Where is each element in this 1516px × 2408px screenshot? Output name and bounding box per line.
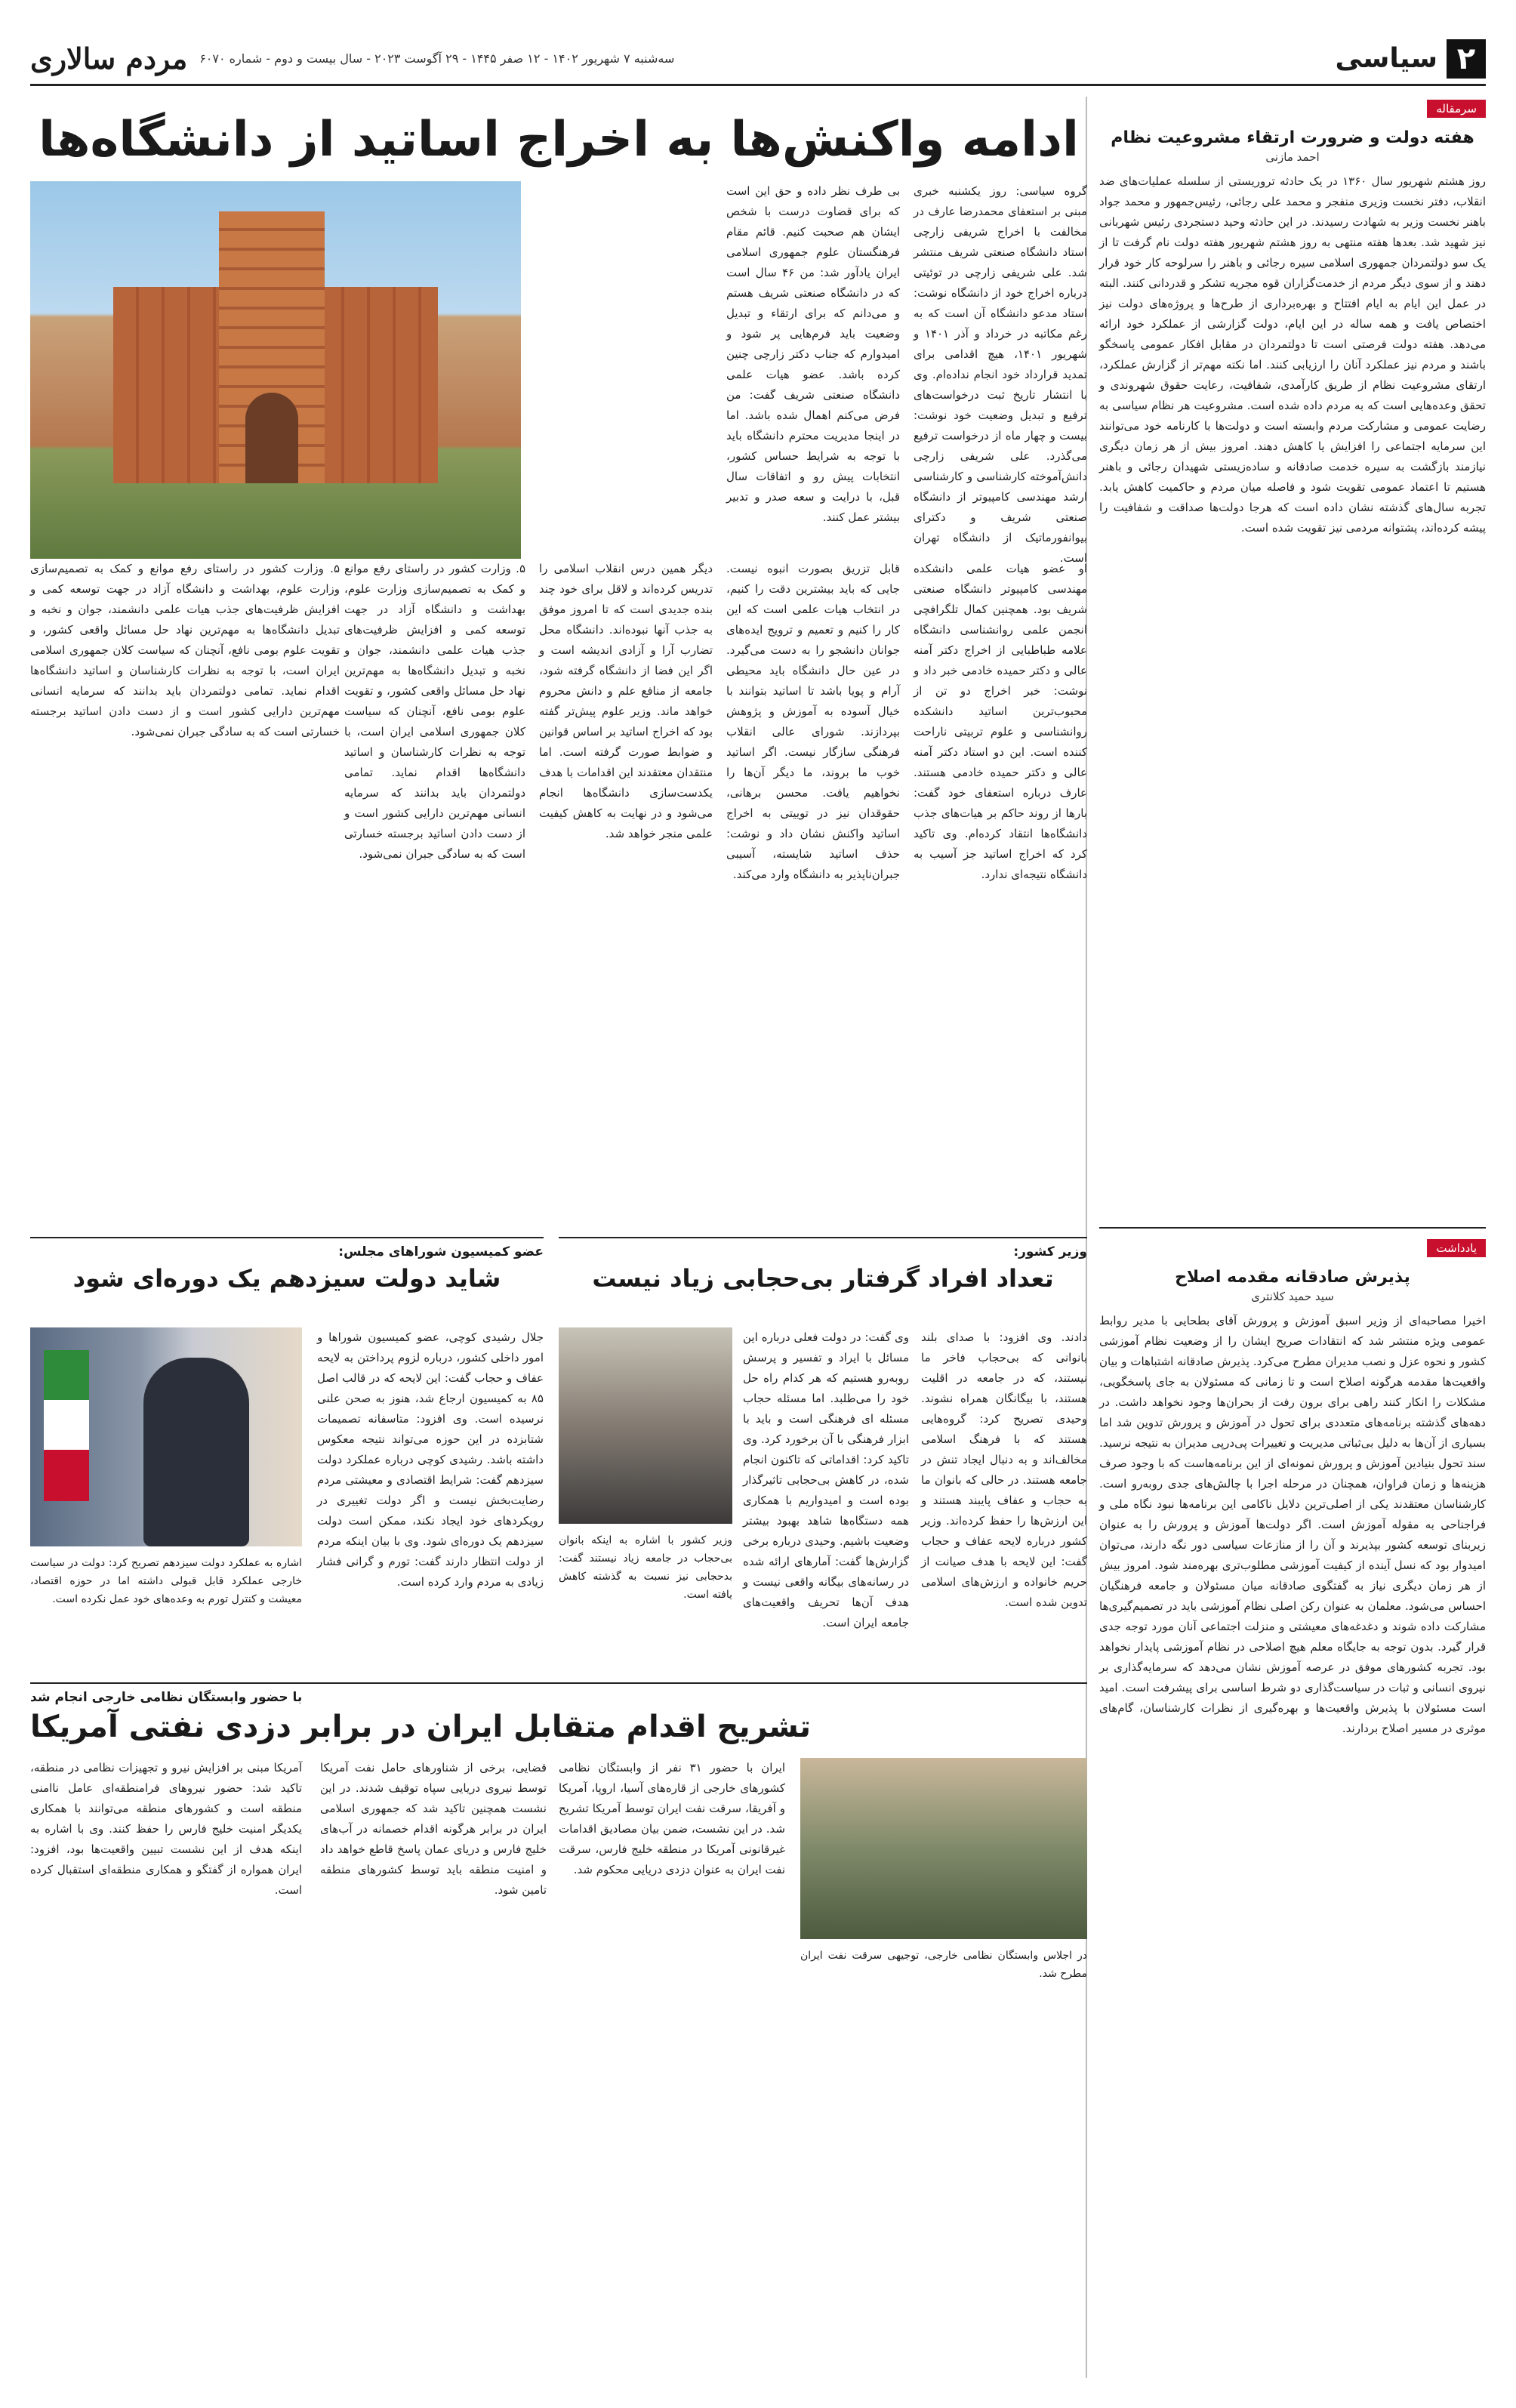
bottom-column-2: قضایی، برخی از شناورهای حامل نفت آمریکا توسط نیروی دریایی سپاه توقیف شدند. در این نشست همچنین تاکید شد که جمهوری اسلامی ایران در برابر هرگونه اقدام خصمانه در آب‌های خلیج فارس و دریای عمان پاسخ قاطع خواهد داد و امنیت منطقه باید توسط کشورهای منطقه تامین شود. <box>320 1761 547 1897</box>
person-shape <box>143 1358 249 1546</box>
arch-shape <box>245 393 298 483</box>
section-header <box>1336 39 1486 79</box>
military-attaches-photo <box>800 1758 1087 1939</box>
issue-info: سه‌شنبه ۷ شهریور ۱۴۰۲ - ۱۲ صفر ۱۴۴۵ - ۲۹ آگوست ۲۰۲۳ - سال بیست و دوم - شماره ۶۰۷۰ <box>199 51 675 66</box>
mp-headline: شاید دولت سیزدهم یک دوره‌ای شود <box>72 1264 501 1293</box>
masthead <box>30 33 1486 86</box>
bottom-column-3: آمریکا مبنی بر افزایش نیرو و تجهیزات نظامی در منطقه، تاکید شد: حضور نیروهای فرامنطقه‌ای عامل ناامنی منطقه است و کشورهای منطقه می‌توانند با همکاری یکدیگر امنیت خلیج فارس را حفظ کنند. وی با اشاره به اینکه هدف از این نشست تبیین واقعیت‌ها بود، افزود: ایران همواره از گفتگو و همکاری منطقه‌ای استقبال کرده است. <box>30 1761 302 1897</box>
bottom-caption: در اجلاس وابستگان نظامی خارجی، توجیهی سرقت نفت ایران مطرح شد. <box>800 1950 1087 1980</box>
divider <box>30 1682 1087 1684</box>
interior-minister-photo <box>559 1327 732 1524</box>
page-number: ۲ <box>1447 39 1486 79</box>
interior-column-2: وی گفت: در دولت فعلی درباره این مسائل با ایراد و تفسیر و پرسش روبه‌رو هستیم که هر کدام راه حل خود را می‌طلبد. اما مسئله حجاب مسئله ای فرهنگی است و باید با ابزار فرهنگی با آن برخورد کرد. وی تاکید کرد: اقداماتی که تاکنون انجام شده، در کاهش بی‌حجابی تاثیرگذار بوده است و امیدواریم با همکاری همه دستگاه‌ها شاهد بهبود بیشتر وضعیت باشیم. وحیدی درباره برخی گزارش‌ها گفت: آمارهای ارائه شده در رسانه‌های بیگانه واقعی نیست و هدف آن‌ها تحریف واقعیت‌های جامعه ایران است. <box>743 1330 909 1629</box>
bottom-kicker: با حضور وابستگان نظامی خارجی انجام شد <box>30 1690 303 1705</box>
mp-portrait-photo <box>30 1327 302 1546</box>
lead-column-5: دیگر همین درس انقلاب اسلامی را تدریس کرده‌اند و لاقل برای خود چند بنده جدیدی است که تا امروز موفق به جذب آنها نبوده‌اند. دانشگاه محل تضارب آرا و آزادی اندیشه است و اگر این فضا از دانشگاه گرفته شود، جامعه از منافع علم و دانش محروم خواهد ماند. وزیر علوم پیش‌تر گفته بود که اخراج اساتید بر اساس قوانین و ضوابط صورت گرفته است. اما منتقدان معتقدند این اقدامات با هدف یکدست‌سازی دانشگاه‌ها انجام می‌شود و در نهایت به کاهش کیفیت علمی منجر خواهد شد. <box>539 562 713 840</box>
interior-headline: تعداد افراد گرفتار بی‌حجابی زیاد نیست <box>592 1264 1054 1293</box>
lead-column-6: ۵. وزارت کشور در راستای رفع موانع و کمک به تصمیم‌سازی وزارت علوم، بهداشت و دانشگاه آزاد در جهت توسعه کمی و افزایش ظرفیت‌های جذب هیات علمی دانشمند، جوان و نخبه و تبدیل دانشگاه‌ها به مهم‌ترین نهاد حل مسائل واقعی کشور، و تقویت علوم بومی نافع، آنچنان که سیاست کلان جمهوری اسلامی ایران است، با توجه به نظرات کارشناسان و اساتید دانشگاه‌ها اقدام نماید. تمامی دولتمردان باید بدانند که سرمایه انسانی مهم‌ترین دارایی کشور است و از دست دادن اساتید برجسته خسارتی است که به سادگی جبران نمی‌شود. <box>344 562 525 861</box>
lead-column-7: ۵. وزارت کشور در راستای رفع موانع و کمک به تصمیم‌سازی وزارت علوم، بهداشت و دانشگاه آزاد در جهت توسعه کمی و افزایش ظرفیت‌های جذب هیات علمی دانشمند، جوان و نخبه و تبدیل دانشگاه‌ها به مهم‌ترین نهاد حل مسائل واقعی کشور، و تقویت علوم بومی نافع، آنچنان که سیاست کلان جمهوری اسلامی ایران است، با توجه به نظرات کارشناسان و اساتید دانشگاه‌ها اقدام نماید. تمامی دولتمردان باید بدانند که سرمایه انسانی مهم‌ترین دارایی کشور است و از دست دادن اساتید برجسته خسارتی است که به سادگی جبران نمی‌شود. <box>30 562 340 738</box>
divider <box>559 1237 1087 1238</box>
editorial-kicker: سرمقاله <box>1427 100 1486 118</box>
divider <box>30 1237 544 1238</box>
note-title: پذیرش صادقانه مقدمه اصلاح <box>1175 1268 1410 1287</box>
flag-shape <box>44 1350 89 1501</box>
lead-column-2: او عضو هیات علمی دانشکده مهندسی کامپیوتر دانشگاه صنعتی شریف بود. همچنین کمال تلگرافچی انجمن علمی روانشناسی دانشگاه علامه طباطبایی از اخراج دکتر آمنه عالی و دکتر حمیده خادمی خبر داد و نوشت: خبر اخراج دو تن از محبوب‌ترین اساتید دانشکده روانشناسی و علوم تربیتی ناراحت کننده است. این دو استاد دکتر آمنه عالی و دکتر حمیده خادمی هستند. عارف درباره استعفای خود گفت: بارها از روند حاکم بر هیات‌های جذب دانشگاه‌ها انتقاد کرده‌ام. وی تاکید کرد که اخراج اساتید جز آسیب به دانشگاه نتیجه‌ای ندارد. <box>914 562 1087 881</box>
lead-column-1: گروه سیاسی: روز یکشنبه خبری مبنی بر استعفای محمدرضا عارف در مخالفت با اخراج شریفی زارچی استاد دانشگاه صنعتی شریف منتشر شد. علی شریفی زارچی در توئیتی درباره اخراج خود از دانشگاه نوشت: استاد مدعو دانشگاه آن است که به رغم مکاتبه در خرداد و آذر ۱۴۰۱ و شهریور ۱۴۰۱، هیچ اقدامی برای تمدید قرارداد خود انجام نداده‌ام. وی با انتشار تاریخ ثبت درخواست‌های ترفیع و تبدیل وضعیت خود نوشت: بیست و چهار ماه از درخواست ترفیع می‌گذرد. علی شریفی زارچی دانش‌آموخته کارشناسی و کارشناسی ارشد مهندسی کامپیوتر از دانشگاه صنعتی شریف و دکترای بیوانفورماتیک از دانشگاه تهران است. <box>914 184 1087 565</box>
main-content <box>30 97 1087 2378</box>
sidebar <box>1086 97 1486 2378</box>
note-author: سید حمید کلانتری <box>1251 1290 1334 1303</box>
note-body: اخیرا مصاحبه‌ای از وزیر اسبق آموزش و پرورش آقای بطحایی با مدیر روابط عمومی ویژه منتشر شد که انتقادات صریح ایشان را از وضعیت نظام آموزشی کشور و نحوه عزل و نصب مدیران مطرح می‌کرد. پذیرش صادقانه اشتباهات و بیان واقعیت‌ها مقدمه هرگونه اصلاح است و تا زمانی که مسئولان به جای پاسخگویی، مشکلات را انکار کنند راهی برای برون رفت از بحران‌ها وجود نخواهد داشت. در دهه‌های گذشته برنامه‌های متعددی برای تحول در آموزش و پرورش تدوین شد اما بسیاری از آن‌ها به دلیل بی‌ثباتی مدیریت و تغییرات پی‌درپی مدیران به نتیجه نرسید. سند تحول بنیادین آموزش و پرورش نمونه‌ای از این برنامه‌هاست که با وجود صرف هزینه‌ها و زمان فراوان، همچنان در مرحله اجرا با چالش‌های جدی روبه‌رو است. کارشناسان معتقدند یکی از اصلی‌ترین دلایل ناکامی این برنامه‌ها نبود نگاه ملی و فراجناحی به مقوله آموزش است. اگر دولت‌ها آموزش و پرورش را به عنوان زیربنای توسعه کشور بپذیرند و آن را از منازعات سیاسی دور نگه دارند، می‌توان امیدوار بود که نسل آینده از کیفیت آموزشی مطلوب‌تری بهره‌مند شود. امروز بیش از هر زمان دیگری نیاز به گفتگوی صادقانه میان مسئولان و جامعه فرهنگیان احساس می‌شود. معلمان به عنوان رکن اصلی نظام آموزشی باید در تصمیم‌گیری‌ها مشارکت داده شوند و دغدغه‌های معیشتی و منزلت اجتماعی آنان مورد توجه جدی قرار گیرد. بدون توجه به جایگاه معلم هیچ اصلاحی در نظام آموزشی پایدار نخواهد بود. تجربه کشورهای موفق در عرصه آموزش نشان می‌دهد که سرمایه‌گذاری بر نیروی انسانی و ثبات در سیاست‌گذاری دو شرط اساسی برای پیشرفت است. امید است مسئولان با پذیرش واقعیت‌ها و بهره‌گیری از نظرات کارشناسان، گام‌های موثری در مسیر اصلاح بردارند. <box>1099 1314 1486 1735</box>
mp-kicker: عضو کمیسیون شوراهای مجلس: <box>338 1244 544 1259</box>
lead-column-4: قابل تزریق بصورت انبوه نیست. جایی که باید بیشترین دقت را کنیم، در انتخاب هیات علمی است که این کار را کنیم و تعمیم و ترویج ایده‌های جوانان دانشجو را به دست می‌گیرد. در عین حال دانشگاه باید محیطی آرام و پویا باشد تا اساتید بتوانند با خیال آسوده به آموزش و پژوهش بپردازند. شورای عالی انقلاب فرهنگی سازگار نیست. اگر اساتید خوب ما بروند، ما دیگر آن‌ها را نخواهیم یافت. محسن برهانی، حقوقدان نیز در توییتی به اخراج اساتید واکنش نشان داد و نوشت: حذف اساتید شایسته، آسیبی جبران‌ناپذیر به دانشگاه وارد می‌کند. <box>726 562 900 881</box>
bottom-headline: تشریح اقدام متقابل ایران در برابر دزدی نفتی آمریکا <box>30 1710 812 1744</box>
editorial-author: احمد مازنی <box>1265 150 1320 164</box>
bottom-story <box>30 1690 1087 2022</box>
lead-headline: ادامه واکنش‌ها به اخراج اساتید از دانشگاه‌ها <box>39 112 1079 168</box>
editorial-title: هفته دولت و ضرورت ارتقاء مشروعیت نظام <box>1111 128 1474 147</box>
paper-header <box>30 42 674 76</box>
note-kicker: یادداشت <box>1427 1239 1486 1257</box>
paper-name: مردم سالاری <box>30 42 188 76</box>
interior-story <box>559 1244 1087 1667</box>
mp-caption: اشاره به عملکرد دولت سیزدهم تصریح کرد: دولت در سیاست خارجی عملکرد قابل قبولی داشته اما در حوزه اقتصاد، معیشت و کنترل تورم به وعده‌های خود عمل نکرده است. <box>30 1557 302 1605</box>
section-name: سیاسی <box>1335 43 1437 74</box>
bottom-column-1: ایران با حضور ۳۱ نفر از وابستگان نظامی کشورهای خارجی از قاره‌های آسیا، اروپا، آمریکا و آفریقا، سرقت نفت ایران توسط آمریکا تشریح شد. در این نشست، ضمن بیان مصادیق اقدامات غیرقانونی آمریکا در منطقه خلیج فارس، سرقت نفت ایران به عنوان دزدی دریایی محکوم شد. <box>559 1761 785 1876</box>
interior-caption: وزیر کشور با اشاره به اینکه بانوان بی‌حجاب در جامعه زیاد نیستند گفت: بدحجابی نیز نسبت به گذشته کاهش یافته است. <box>559 1534 732 1601</box>
editorial-body: روز هشتم شهریور سال ۱۳۶۰ در یک حادثه تروریستی از سلسله عملیات‌های ضد انقلاب، دفتر نخست وزیری منفجر و محمد علی رجائی، رئیس‌جمهور و محمد جواد باهنر نخست وزیر به شهادت رسیدند. در این حادثه وحید دستجردی رئیس شهربانی نیز شهید شد. بعدها هفته منتهی به روز هشتم شهریور هفته دولت نام گرفت تا از یک سو دولتمردان جمهوری اسلامی سیره رجائی و باهنر را سرلوحه کار خود قرار دهند و از سوی دیگر مردم از خدمت‌گزاران قوه مجریه تشکر و قدردانی کنند. البته در عمل این ایام به ایام افتتاح و بهره‌برداری از طرح‌ها و پروژه‌های دولت نیز اختصاص یافت و همه ساله در این ایام، دولت گزارشی از عملکرد خود ارائه می‌دهد. هفته دولت فرصتی است تا دولتمردان در مقابل افکار عمومی پاسخگو باشند و مردم نیز عملکرد آنان را ارزیابی کنند. اما نکته مهم‌تر از گزارش عملکرد، ارتقای مشروعیت نظام از طریق کارآمدی، شفافیت، رعایت حقوق شهروندی و تحقق وعده‌هایی است که به مردم داده شده است. مشروعیت هر نظام سیاسی به رضایت عمومی و مشارکت مردم وابسته است و دولت‌ها با کارنامه خود می‌توانند این سرمایه اجتماعی را افزایش یا کاهش دهند. امروز بیش از هر زمان دیگری نیازمند بازگشت به سیره خدمت صادقانه و ساده‌زیستی شهیدان رجائی و باهنر هستیم تا اعتماد عمومی تقویت شود و فاصله میان مردم و حاکمیت کاهش یابد. تجربه سال‌های گذشته نشان داده است که هرجا دولت‌ها صداقت و شفافیت را پیشه کرده‌اند، پشتوانه مردمی نیز تقویت شده است. <box>1099 174 1486 535</box>
mp-story <box>30 1244 544 1667</box>
lead-column-3: بی طرف نظر داده و حق این است که برای قضاوت درست با شخص ایشان هم صحبت کنیم. قائم مقام فرهنگستان علوم جمهوری اسلامی ایران یادآور شد: من ۴۶ سال است که در دانشگاه صنعتی شریف هستم و می‌دانم که برای ارتقاء و تبدیل وضعیت باید فرم‌هایی پر شود و امیدوارم که جناب دکتر زارچی چنین کرده باشد. عضو هیات علمی دانشگاه صنعتی شریف گفت: من فرض می‌کنم اهمال شده باشد. اما در اینجا مدیریت محترم دانشگاه باید با توجه به شرایط حساس کشور، انتخابات پیش رو و اتفاقات سال قبل، با درایت و سعه صدر و تدبیر بیشتر عمل کنند. <box>726 184 900 524</box>
interior-kicker: وزیر کشور: <box>1013 1244 1087 1259</box>
mp-column-1: جلال رشیدی کوچی، عضو کمیسیون شوراها و امور داخلی کشور، درباره لزوم پرداختن به لایحه عفاف و حجاب گفت: این لایحه که در قالب اصل ۸۵ به کمیسیون ارجاع شد، هنوز به صحن علنی نرسیده است. وی افزود: متاسفانه تصمیمات شتابزده در این حوزه می‌تواند نتیجه معکوس داشته باشد. رشیدی کوچی درباره عملکرد دولت سیزدهم گفت: شرایط اقتصادی و معیشتی مردم رضایت‌بخش نیست و اگر دولت تغییری در رویکردهای خود ایجاد نکند، ممکن است دولت سیزدهم یک دوره‌ای شود. وی با بیان اینکه مردم از دولت انتظار دارند گفت: تورم و گرانی فشار زیادی به مردم وارد کرده است. <box>317 1330 544 1589</box>
university-photo <box>30 181 521 559</box>
divider <box>1099 1227 1486 1229</box>
interior-column-1: دادند. وی افزود: با صدای بلند بانوانی که بی‌حجاب فاخر ما نیستند، که در جامعه در اقلیت هستند، با بیگانگان همراه نشوند. وحیدی تصریح کرد: گروه‌هایی هستند که با فرهنگ اسلامی مخالف‌اند و به دنبال ایجاد تنش در جامعه هستند. در حالی که بانوان ما به حجاب و عفاف پایبند هستند و این ارزش‌ها را حفظ کرده‌اند. وزیر کشور درباره لایحه عفاف و حجاب گفت: این لایحه با هدف صیانت از حریم خانواده و ارزش‌های اسلامی تدوین شده است. <box>921 1330 1087 1609</box>
